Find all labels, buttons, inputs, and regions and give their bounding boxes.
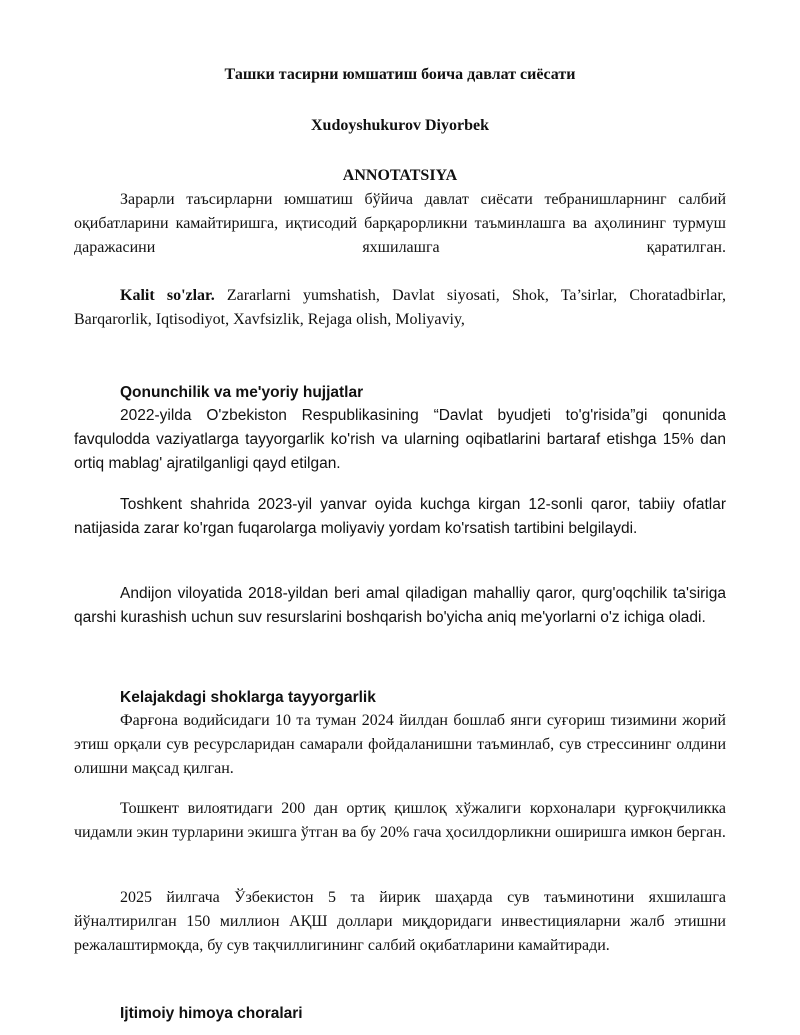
legislation-paragraph-3 (74, 582, 726, 630)
document-title: Ташки тасирни юмшатиш боича давлат сиёсати (224, 66, 576, 83)
keywords-text: Zararlarni yumshatish, Davlat siyosati, Shok, Ta’sirlar, Choratadbirlar, Barqarorlik, Iqtisodiyot, Xavfsizlik, Rejaga olish, Moliyaviy, (74, 287, 727, 328)
annotation-heading: ANNOTATSIYA (342, 167, 458, 184)
section-heading-future-shocks: Kelajakdagi shoklarga tayyorgarlik (120, 689, 376, 706)
annotation-text: Зарарли таъсирларни юмшатиш бўйича давлат сиёсати тебранишларнинг салбий оқибатларини камайтиришга, иқтисодий барқарорликни таъминлашга ва аҳолининг турмуш даражасини яхшилашга қаратилган. (74, 191, 726, 256)
future-paragraph-3 (74, 886, 726, 958)
keywords-paragraph (74, 284, 726, 332)
section-heading-social-protection: Ijtimoiy himoya choralari (120, 1005, 303, 1022)
future-paragraph-1 (74, 709, 726, 781)
author-name: Xudoyshukurov Diyorbek (311, 117, 489, 134)
paragraph-text: 2025 йилгача Ўзбекистон 5 та йирик шаҳарда сув таъминотини яхшилашга йўналтирилган 150 миллион АҚШ доллари миқдоридаги инвестицияларни жалб этишни режалаштирмоқда, бу сув тақчиллигининг салбий оқибатларини камайтиради. (74, 889, 726, 954)
legislation-paragraph-2 (74, 493, 726, 541)
legislation-paragraph-1 (74, 404, 726, 476)
paragraph-text: Тошкент вилоятидаги 200 дан ортиқ қишлоқ хўжалиги корхоналари қурғоқчиликка чидамли экин турларини экишга ўтган ва бу 20% гача ҳосилдорликни оширишга имкон берган. (74, 800, 726, 841)
keywords-label: Kalit so'zlar. (120, 287, 215, 304)
paragraph-text: Фарғона водийсидаги 10 та туман 2024 йилдан бошлаб янги суғориш тизимини жорий этиш орқали сув ресурсларидан самарали фойдаланишни таъминлаб, сув стрессининг олдини олишни мақсад қилган. (74, 712, 726, 777)
paragraph-text: Andijon viloyatida 2018-yildan beri amal qiladigan mahalliy qaror, qurg'oqchilik ta'siriga qarshi kurashish uchun suv resurslarini boshqarish bo'yicha aniq me'yorlarni o'z ichiga oladi. (74, 585, 726, 626)
paragraph-text: Toshkent shahrida 2023-yil yanvar oyida kuchga kirgan 12-sonli qaror, tabiiy ofatlar natijasida zarar ko'rgan fuqarolarga moliyaviy yordam ko'rsatish tartibini belgilaydi. (74, 496, 726, 537)
annotation-paragraph (74, 188, 726, 260)
paragraph-text: 2022-yilda O'zbekiston Respublikasining “Davlat byudjeti to'g'risida”gi qonunida favqulodda vaziyatlarga tayyorgarlik ko'rish va ularning oqibatlarini bartaraf etishga 15% dan ortiq mablag' ajratilganligi qayd etilgan. (74, 407, 726, 472)
future-paragraph-2 (74, 797, 726, 845)
section-heading-legislation: Qonunchilik va me'yoriy hujjatlar (120, 384, 364, 401)
